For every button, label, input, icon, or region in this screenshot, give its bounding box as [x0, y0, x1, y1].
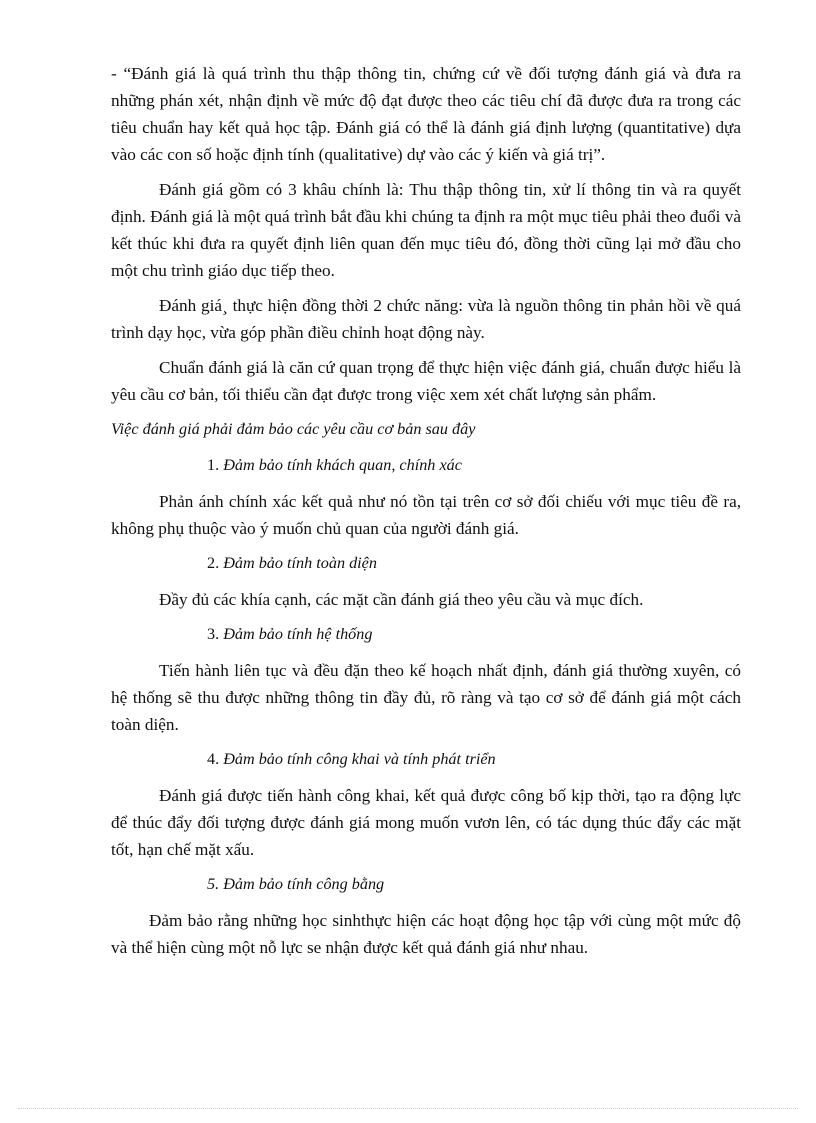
- requirement-4-heading: [111, 746, 741, 773]
- requirement-2-title: Đảm bảo tính toàn diện: [223, 554, 377, 572]
- requirement-1-heading: [111, 452, 741, 479]
- requirement-1-number: 1.: [207, 456, 220, 474]
- requirement-2-heading: [111, 550, 741, 577]
- requirement-1-body: Phản ánh chính xác kết quả như nó tồn tại trên cơ sở đối chiếu với mục tiêu đề ra, không phụ thuộc vào ý muốn chủ quan của người đánh giá.: [111, 492, 741, 538]
- functions-paragraph: Đánh giá¸ thực hiện đồng thời 2 chức năng: vừa là nguồn thông tin phản hồi về quá trình dạy học, vừa góp phần điều chỉnh hoạt động này.: [111, 296, 741, 342]
- requirement-4-body: Đánh giá được tiến hành công khai, kết quả được công bố kịp thời, tạo ra động lực để thúc đẩy đối tượng được đánh giá mong muốn vươn lên, có tác dụng thúc đẩy các mặt tốt, hạn chế mặt xấu.: [111, 786, 741, 859]
- requirement-3-body: Tiến hành liên tục và đều đặn theo kế hoạch nhất định, đánh giá thường xuyên, có hệ thống sẽ thu được những thông tin đầy đủ, rõ ràng và tạo cơ sở để đánh giá một cách toàn diện.: [111, 661, 741, 734]
- requirement-3-number: 3.: [207, 625, 220, 643]
- page-content: [111, 60, 741, 969]
- requirement-5-heading: [111, 871, 741, 898]
- requirements-intro: Việc đánh giá phải đảm bảo các yêu cầu cơ bản sau đây: [111, 420, 476, 438]
- requirement-3-heading: [111, 621, 741, 648]
- requirement-3-title: Đảm bảo tính hệ thống: [223, 625, 373, 643]
- definition-paragraph: - “Đánh giá là quá trình thu thập thông tin, chứng cứ về đối tượng đánh giá và đưa ra những phán xét, nhận định về mức độ đạt được theo các tiêu chí đã được đưa ra trong các tiêu chuẩn hay kết quả học tập. Đánh giá có thể là đánh giá định lượng (quantitative) dựa vào các con số hoặc định tính (qualitative) dự vào các ý kiến và giá trị”.: [111, 64, 741, 164]
- requirement-2-number: 2.: [207, 554, 220, 572]
- requirement-4-title: Đảm bảo tính công khai và tính phát triển: [223, 750, 496, 768]
- requirement-5-number: 5.: [207, 875, 220, 893]
- standard-paragraph: Chuẩn đánh giá là căn cứ quan trọng để thực hiện việc đánh giá, chuẩn được hiểu là yêu cầu cơ bản, tối thiểu cần đạt được trong việc xem xét chất lượng sản phẩm.: [111, 358, 741, 404]
- requirement-5-body: Đảm bảo rằng những học sinhthực hiện các hoạt động học tập với cùng một mức độ và thể hiện cùng một nỗ lực se nhận được kết quả đánh giá như nhau.: [111, 911, 741, 957]
- requirement-1-title: Đảm bảo tính khách quan, chính xác: [223, 456, 462, 474]
- requirement-4-number: 4.: [207, 750, 220, 768]
- page-bottom-rule: [18, 1108, 798, 1109]
- stages-paragraph: Đánh giá gồm có 3 khâu chính là: Thu thập thông tin, xử lí thông tin và ra quyết định. Đánh giá là một quá trình bắt đầu khi chúng ta định ra một mục tiêu phải theo đuổi và kết thúc khi đưa ra quyết định liên quan đến mục tiêu đó, đồng thời cũng lại mở đầu cho một chu trình giáo dục tiếp theo.: [111, 180, 741, 280]
- requirement-2-body: Đầy đủ các khía cạnh, các mặt cần đánh giá theo yêu cầu và mục đích.: [159, 590, 644, 609]
- requirement-5-title: Đảm bảo tính công bằng: [223, 875, 385, 893]
